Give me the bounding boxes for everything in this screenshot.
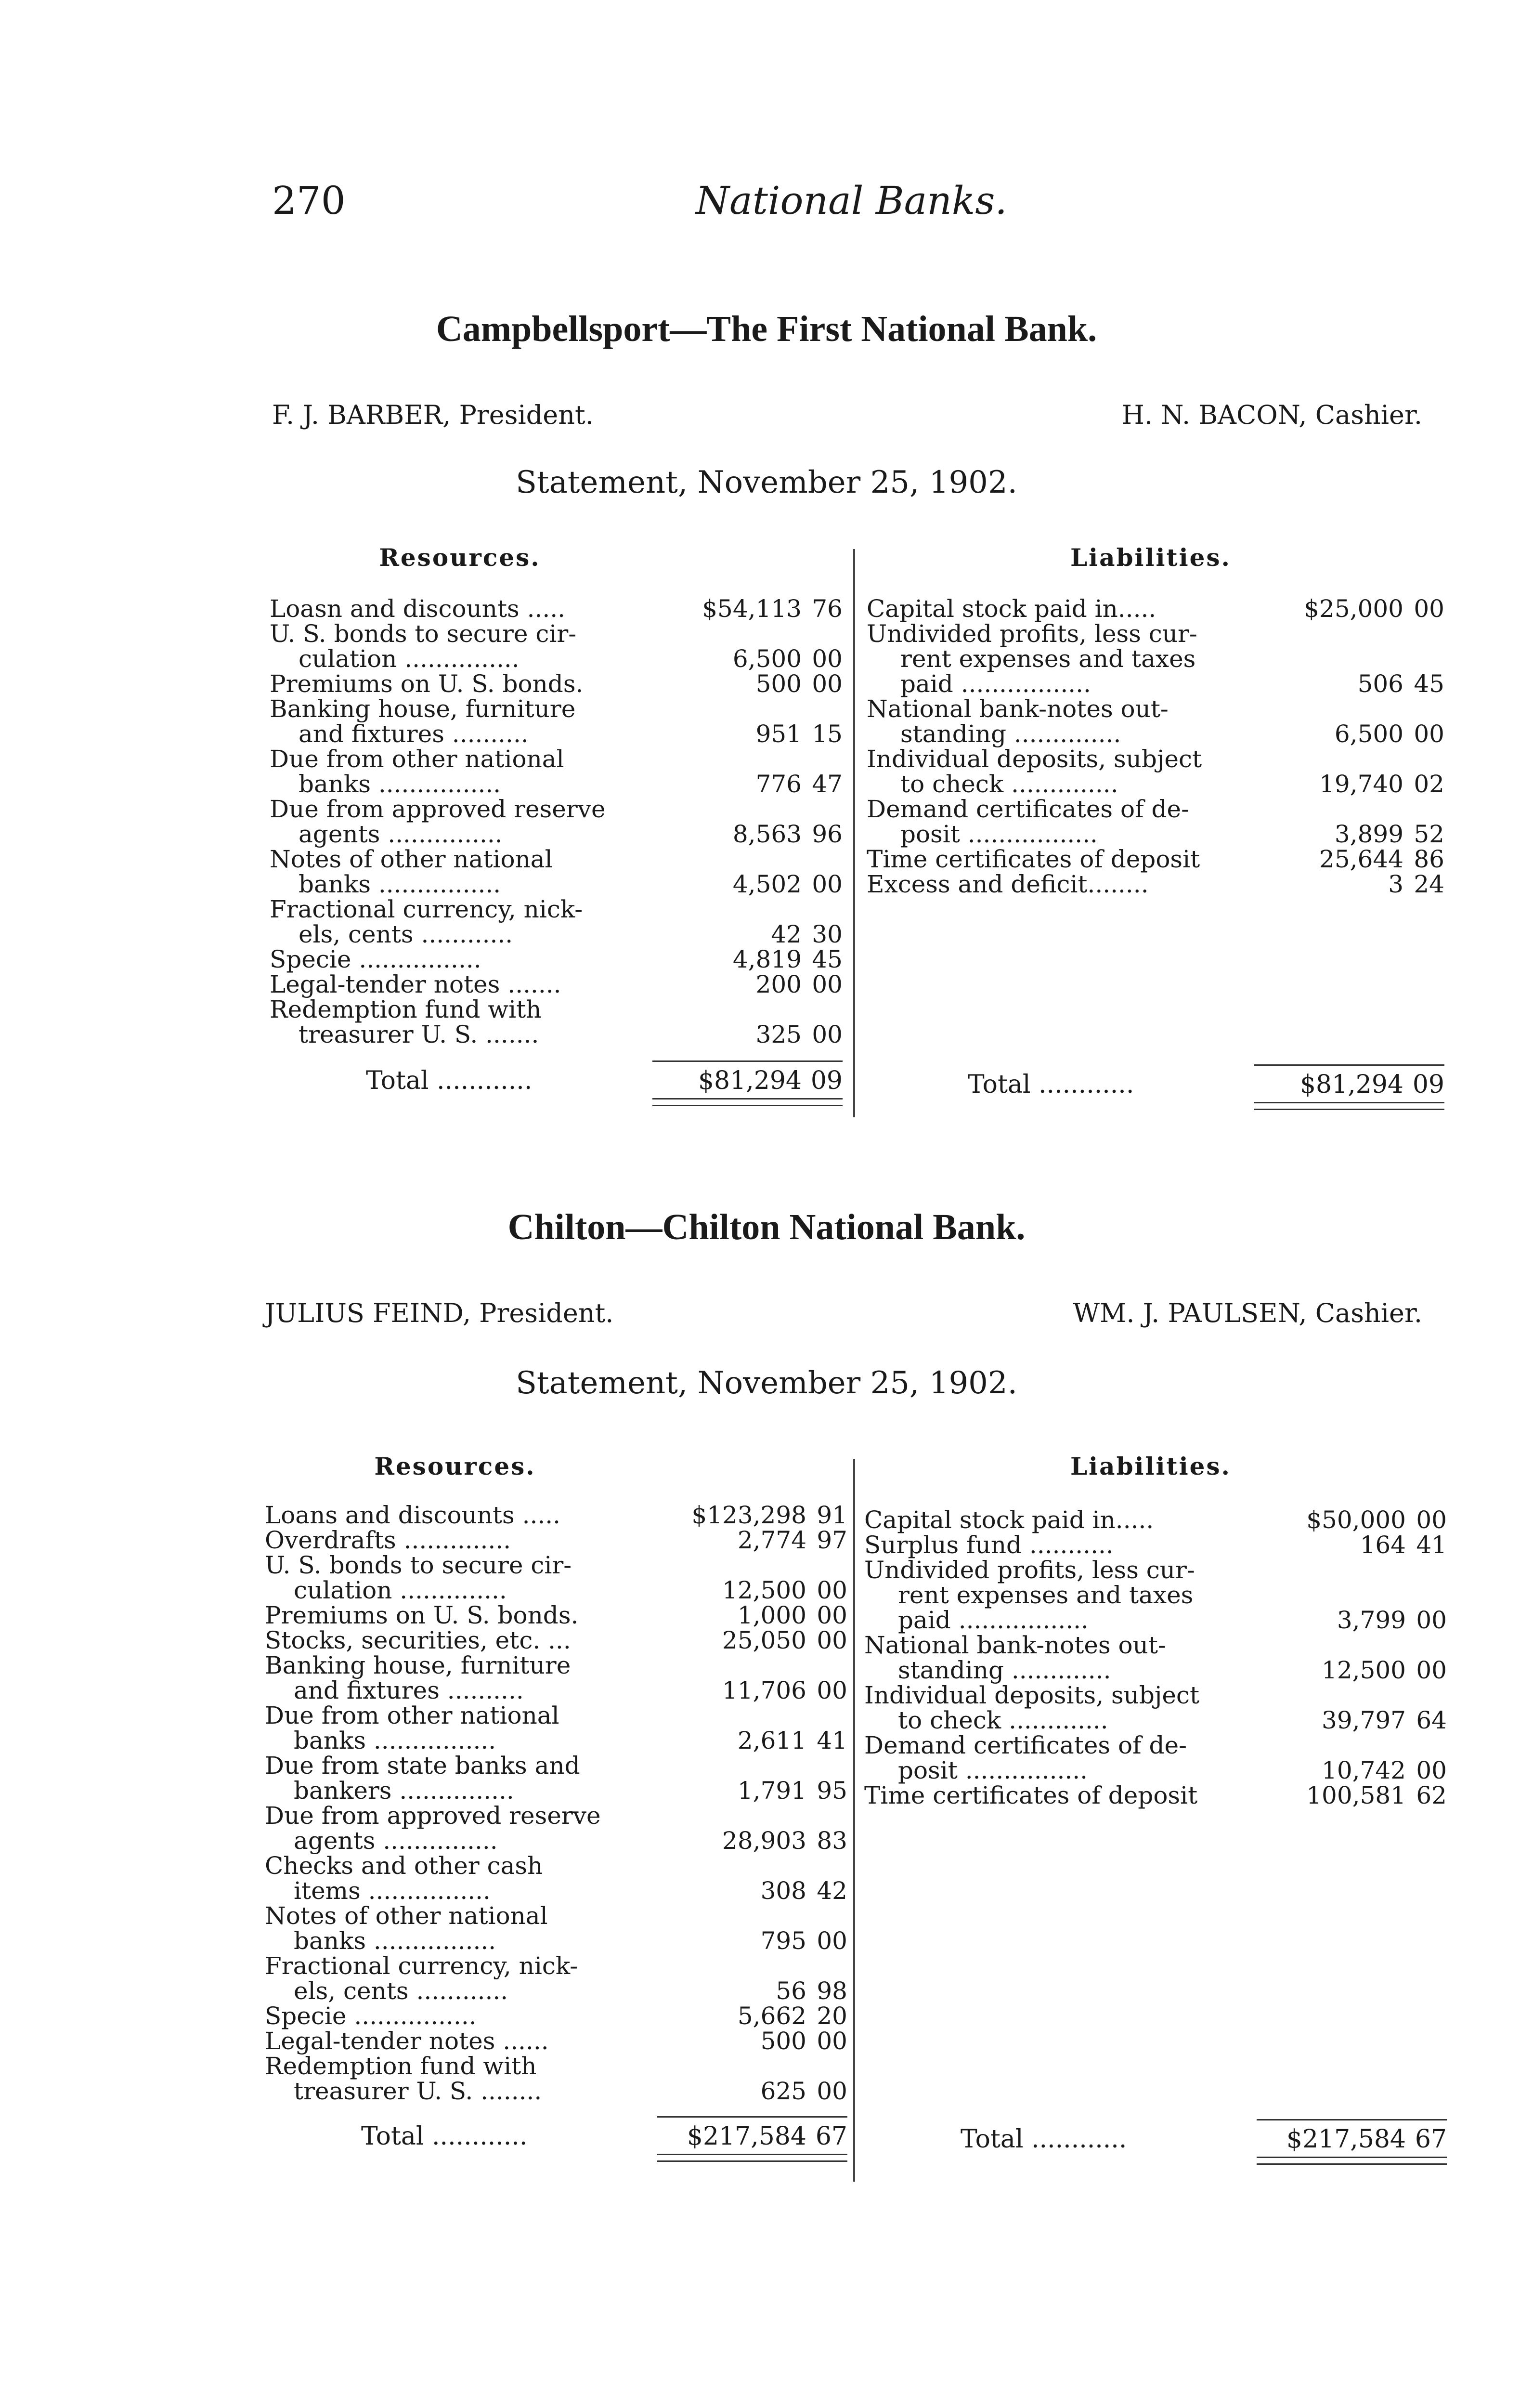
row-cents: 96 [812,820,843,848]
row-dollars: 12,500 [722,1576,806,1604]
row-label: agents ............... [299,820,503,848]
row-label: posit ................. [900,820,1098,848]
row-cents: 00 [812,970,843,998]
resources-heading: Resources. [379,543,541,572]
row-cents: 00 [817,1601,847,1629]
row-label: Specie ................ [270,945,481,973]
row-label: Loans and discounts ..... [265,1501,561,1529]
total-label: Total ............ [961,2125,1127,2154]
row-label: U. S. bonds to secure cir- [270,620,577,648]
row-label: Surplus fund ........... [864,1531,1114,1559]
row-label: Specie ................ [265,2002,477,2030]
row-label: Due from other national [270,745,564,773]
row-dollars: 6,500 [732,645,802,673]
row-label: treasurer U. S. ........ [294,2077,542,2105]
row-label: els, cents ............ [299,920,513,948]
row-dollars: 2,774 [737,1526,806,1554]
row-dollars: 42 [771,920,802,948]
row-label: agents ............... [294,1827,498,1855]
row-cents: 30 [812,920,843,948]
row-dollars: 19,740 [1319,770,1403,798]
page-number: 270 [272,178,346,223]
row-label: Legal-tender notes ...... [265,2027,549,2055]
sum-rule [1254,1064,1444,1066]
row-dollars: $50,000 [1306,1506,1406,1534]
total-double-rule [1254,1109,1444,1110]
total-cents: 09 [810,1066,843,1095]
row-cents: 00 [1416,1656,1447,1684]
row-label: Banking house, furniture [265,1651,571,1679]
row-cents: 41 [817,1727,847,1754]
row-cents: 00 [817,2077,847,2105]
row-cents: 00 [817,1576,847,1604]
row-label: Notes of other national [270,845,553,873]
row-label: Due from approved reserve [270,795,606,823]
total-dollars: $217,584 [687,2122,806,2151]
row-label: standing ............. [898,1656,1111,1684]
total-dollars: $217,584 [1286,2125,1406,2154]
row-label: Individual deposits, subject [867,745,1202,773]
row-dollars: 100,581 [1306,1781,1406,1809]
row-dollars: 308 [760,1877,806,1905]
statement-date-campbellsport: Statement, November 25, 1902. [516,465,1017,500]
total-cents: 09 [1412,1070,1444,1099]
total-cents: 67 [815,2122,847,2151]
total-double-rule [1254,1102,1444,1103]
row-label: Capital stock paid in..... [864,1506,1154,1534]
row-cents: 52 [1414,820,1444,848]
row-cents: 91 [817,1501,847,1529]
row-dollars: 10,742 [1322,1756,1406,1784]
row-cents: 64 [1416,1706,1447,1734]
total-label: Total ............ [361,2122,528,2151]
row-dollars: 325 [755,1021,802,1048]
row-dollars: 25,644 [1319,845,1403,873]
row-dollars: 11,706 [722,1676,806,1704]
row-cents: 86 [1414,845,1444,873]
row-label: paid ................. [898,1606,1089,1634]
row-label: banks ................ [294,1927,496,1955]
row-cents: 00 [1416,1606,1447,1634]
row-label: National bank-notes out- [864,1631,1166,1659]
resources-heading: Resources. [374,1452,536,1480]
row-cents: 20 [817,2002,847,2030]
liabilities-heading: Liabilities. [1070,1452,1231,1480]
row-dollars: 12,500 [1322,1656,1406,1684]
row-label: bankers ............... [294,1777,514,1805]
row-label: Individual deposits, subject [864,1681,1200,1709]
row-label: posit ................ [898,1756,1088,1784]
row-dollars: 4,819 [732,945,802,973]
row-cents: 76 [812,595,843,623]
row-cents: 00 [812,870,843,898]
row-dollars: 3 [1388,870,1403,898]
row-label: U. S. bonds to secure cir- [265,1551,572,1579]
row-label: culation ............... [299,645,520,673]
row-label: Demand certificates of de- [867,795,1189,823]
row-dollars: 6,500 [1334,720,1403,748]
row-label: rent expenses and taxes [900,645,1196,673]
row-label: Legal-tender notes ....... [270,970,561,998]
row-label: to check .............. [900,770,1118,798]
row-cents: 00 [1416,1756,1447,1784]
row-dollars: 25,050 [722,1626,806,1654]
row-dollars: 3,799 [1337,1606,1406,1634]
row-label: Loasn and discounts ..... [270,595,566,623]
row-dollars: 506 [1357,670,1403,698]
statement-date-chilton: Statement, November 25, 1902. [516,1365,1017,1401]
row-dollars: 1,791 [737,1777,806,1805]
sum-rule [652,1060,843,1062]
row-cents: 24 [1414,870,1444,898]
row-label: Premiums on U. S. bonds. [265,1601,579,1629]
row-label: standing .............. [900,720,1121,748]
row-cents: 02 [1414,770,1444,798]
row-label: and fixtures .......... [299,720,529,748]
row-cents: 00 [812,1021,843,1048]
row-label: Demand certificates of de- [864,1731,1187,1759]
row-dollars: 5,662 [737,2002,806,2030]
row-label: Checks and other cash [265,1852,543,1880]
row-cents: 95 [817,1777,847,1805]
row-cents: 00 [817,2027,847,2055]
row-cents: 45 [1414,670,1444,698]
row-label: Excess and deficit........ [867,870,1149,898]
total-double-rule [657,2154,847,2155]
row-label: items ................ [294,1877,491,1905]
row-cents: 42 [817,1877,847,1905]
total-double-rule [1257,2163,1447,2165]
liabilities-heading: Liabilities. [1070,543,1231,572]
row-dollars: 1,000 [737,1601,806,1629]
row-cents: 00 [817,1676,847,1704]
row-dollars: 164 [1360,1531,1406,1559]
total-label: Total ............ [366,1066,533,1095]
row-label: Undivided profits, less cur- [867,620,1197,648]
row-label: and fixtures .......... [294,1676,524,1704]
row-label: banks ................ [299,770,501,798]
row-label: to check ............. [898,1706,1108,1734]
row-dollars: 3,899 [1334,820,1403,848]
row-label: Redemption fund with [270,995,542,1023]
row-dollars: 39,797 [1322,1706,1406,1734]
row-label: banks ................ [299,870,501,898]
row-cents: 97 [817,1526,847,1554]
row-label: els, cents ............ [294,1977,508,2005]
row-cents: 00 [812,670,843,698]
row-label: Due from approved reserve [265,1802,601,1830]
row-label: Notes of other national [265,1902,548,1930]
row-dollars: 2,611 [737,1727,806,1754]
row-cents: 45 [812,945,843,973]
total-label: Total ............ [968,1070,1134,1099]
cashier-campbellsport: H. N. BACON, Cashier. [1121,400,1422,430]
row-dollars: 795 [760,1927,806,1955]
row-label: Banking house, furniture [270,695,576,723]
bank-title-campbellsport: Campbellsport—The First National Bank. [436,309,1097,349]
row-cents: 15 [812,720,843,748]
row-dollars: 200 [755,970,802,998]
total-double-rule [1257,2157,1447,2158]
row-dollars: 951 [755,720,802,748]
row-label: Redemption fund with [265,2052,537,2080]
president-chilton: JULIUS FEIND, President. [265,1298,614,1328]
row-dollars: 500 [755,670,802,698]
row-label: Due from state banks and [265,1752,580,1780]
row-dollars: $54,113 [702,595,802,623]
row-label: Fractional currency, nick- [265,1952,578,1980]
row-cents: 98 [817,1977,847,2005]
row-dollars: 4,502 [732,870,802,898]
row-cents: 83 [817,1827,847,1855]
row-cents: 00 [1414,720,1444,748]
column-divider [853,549,855,1117]
row-label: Premiums on U. S. bonds. [270,670,584,698]
sum-rule [1257,2119,1447,2120]
row-label: rent expenses and taxes [898,1581,1194,1609]
row-label: Due from other national [265,1701,559,1729]
bank-title-chilton: Chilton—Chilton National Bank. [507,1207,1026,1247]
row-label: National bank-notes out- [867,695,1169,723]
row-cents: 00 [1416,1506,1447,1534]
running-head: National Banks. [696,178,1007,223]
president-campbellsport: F. J. BARBER, President. [272,400,594,430]
row-cents: 41 [1416,1531,1447,1559]
row-label: paid ................. [900,670,1091,698]
row-dollars: 56 [776,1977,806,2005]
row-label: banks ................ [294,1727,496,1754]
row-label: culation .............. [294,1576,507,1604]
row-dollars: $25,000 [1304,595,1403,623]
row-label: Fractional currency, nick- [270,895,583,923]
row-dollars: $123,298 [691,1501,806,1529]
sum-rule [657,2116,847,2118]
row-label: Overdrafts .............. [265,1526,511,1554]
row-cents: 00 [1414,595,1444,623]
row-label: Capital stock paid in..... [867,595,1156,623]
row-dollars: 28,903 [722,1827,806,1855]
row-cents: 47 [812,770,843,798]
row-label: Stocks, securities, etc. ... [265,1626,571,1654]
row-dollars: 500 [760,2027,806,2055]
row-dollars: 625 [760,2077,806,2105]
row-dollars: 8,563 [732,820,802,848]
row-cents: 62 [1416,1781,1447,1809]
total-double-rule [652,1098,843,1099]
row-dollars: 776 [755,770,802,798]
total-double-rule [652,1105,843,1106]
row-label: Undivided profits, less cur- [864,1556,1195,1584]
cashier-chilton: WM. J. PAULSEN, Cashier. [1073,1298,1422,1328]
row-cents: 00 [812,645,843,673]
total-cents: 67 [1415,2125,1447,2154]
row-label: treasurer U. S. ....... [299,1021,539,1048]
total-dollars: $81,294 [698,1066,802,1095]
row-cents: 00 [817,1927,847,1955]
column-divider [853,1459,855,2182]
row-label: Time certificates of deposit [867,845,1200,873]
row-cents: 00 [817,1626,847,1654]
row-label: Time certificates of deposit [864,1781,1198,1809]
total-dollars: $81,294 [1299,1070,1403,1099]
total-double-rule [657,2160,847,2162]
